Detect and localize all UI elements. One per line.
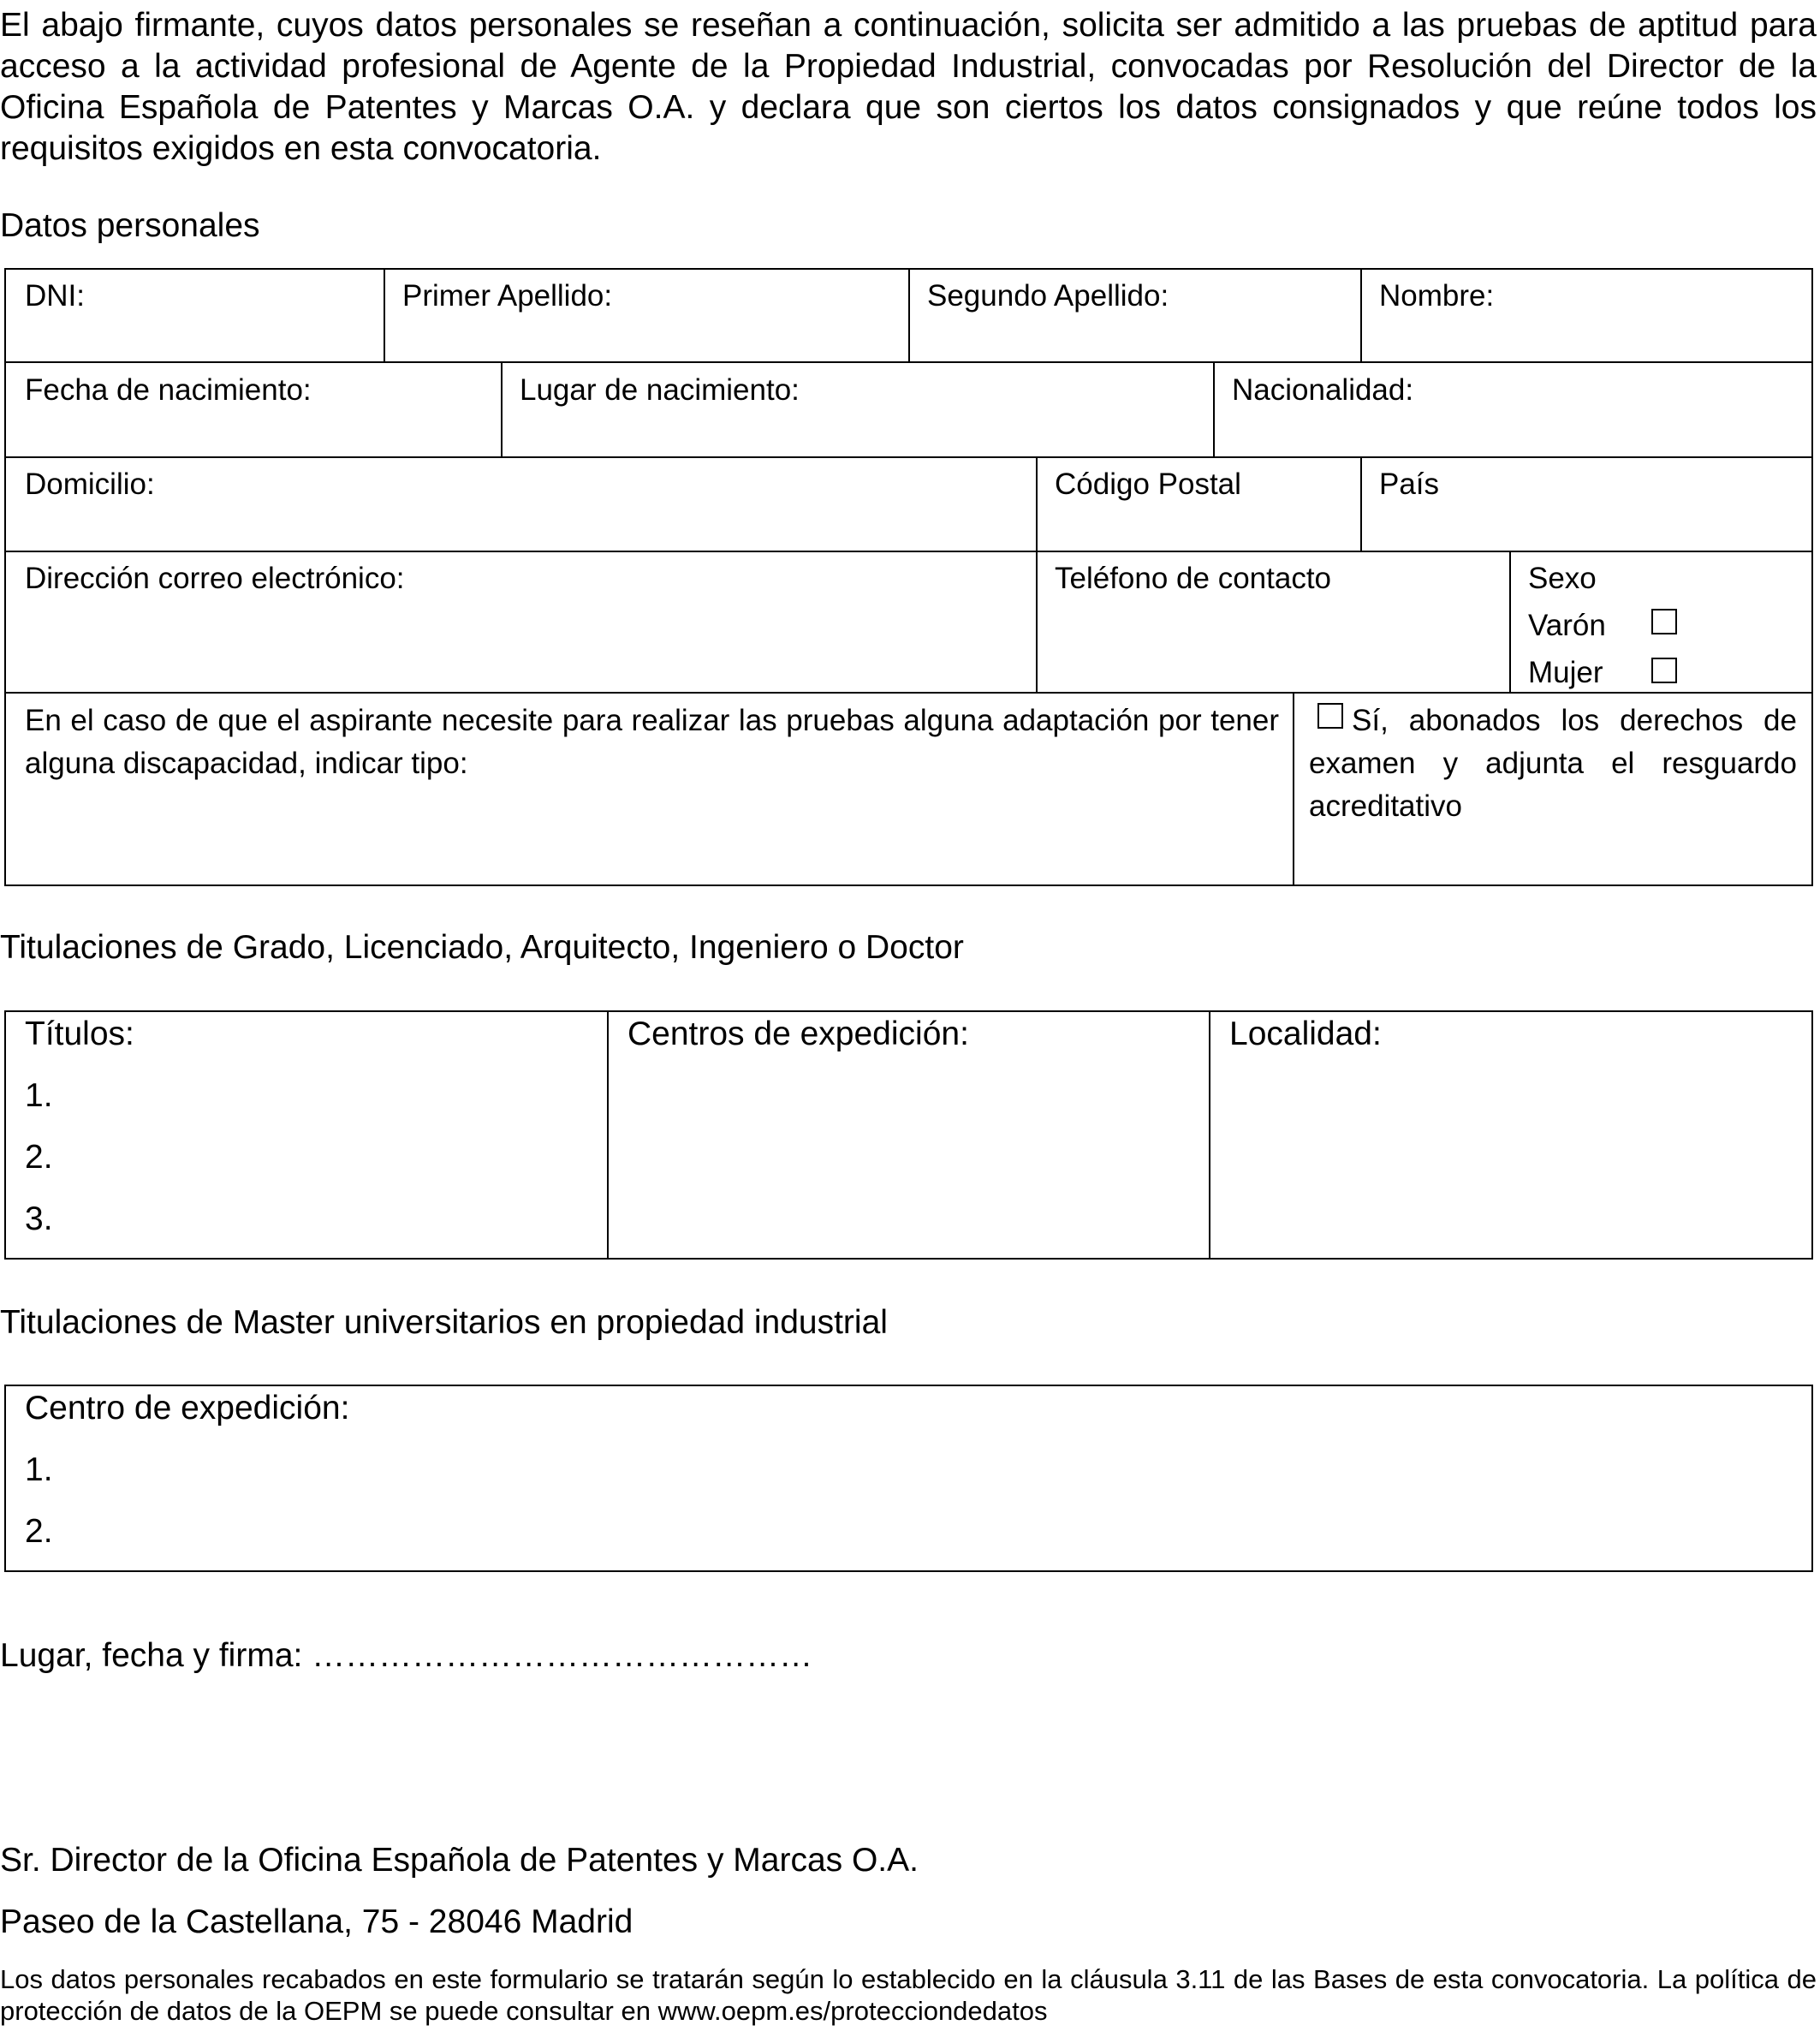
nacionalidad-field[interactable]: Nacionalidad: bbox=[1232, 373, 1414, 407]
nombre-field[interactable]: Nombre: bbox=[1379, 279, 1495, 313]
pais-field[interactable]: País bbox=[1379, 468, 1440, 501]
varon-checkbox[interactable] bbox=[1651, 609, 1677, 634]
lugar-nacimiento-field[interactable]: Lugar de nacimiento: bbox=[520, 373, 800, 407]
titulo-item-3[interactable]: 3. bbox=[25, 1200, 53, 1237]
personal-data-table bbox=[4, 268, 1813, 886]
sexo-label: Sexo bbox=[1528, 562, 1597, 595]
segundo-apellido-field[interactable]: Segundo Apellido: bbox=[927, 279, 1169, 313]
recipient-line-1: Sr. Director de la Oficina Española de Patentes y Marcas O.A. bbox=[0, 1842, 919, 1879]
domicilio-field[interactable]: Domicilio: bbox=[25, 468, 155, 501]
codigo-postal-field[interactable]: Código Postal bbox=[1055, 468, 1241, 501]
email-field[interactable]: Dirección correo electrónico: bbox=[25, 562, 405, 595]
centros-expedicion-label[interactable]: Centros de expedición: bbox=[627, 1016, 969, 1052]
intro-paragraph: El abajo firmante, cuyos datos personales se reseñan a continuación, solicita ser admitido a las pruebas de aptitud para acceso a la actividad profesional de Agente de la Propiedad Industrial, convocadas por Resolución del Director de la Oficina Española de Patentes y Marcas O.A. y declara que son ciertos los datos consignados y que reúne todos los requisitos exigidos en esta convocatoria. bbox=[0, 7, 1817, 167]
recipient-line-2: Paseo de la Castellana, 75 - 28046 Madrid bbox=[0, 1903, 633, 1940]
fecha-nacimiento-field[interactable]: Fecha de nacimiento: bbox=[25, 373, 312, 407]
centro-expedicion-label: Centro de expedición: bbox=[25, 1390, 350, 1427]
personal-data-heading: Datos personales bbox=[0, 207, 260, 244]
master-heading: Titulaciones de Master universitarios en propiedad industrial bbox=[0, 1304, 888, 1341]
telefono-field[interactable]: Teléfono de contacto bbox=[1055, 562, 1332, 595]
master-item-2[interactable]: 2. bbox=[25, 1513, 53, 1550]
master-item-1[interactable]: 1. bbox=[25, 1451, 53, 1488]
varon-label: Varón bbox=[1528, 609, 1606, 642]
localidad-label[interactable]: Localidad: bbox=[1229, 1016, 1382, 1052]
dni-field[interactable]: DNI: bbox=[25, 279, 85, 313]
primer-apellido-field[interactable]: Primer Apellido: bbox=[402, 279, 613, 313]
titulos-label: Títulos: bbox=[25, 1016, 134, 1052]
titulo-item-2[interactable]: 2. bbox=[25, 1139, 53, 1176]
mujer-checkbox[interactable] bbox=[1651, 658, 1677, 683]
mujer-label: Mujer bbox=[1528, 656, 1603, 689]
discapacidad-field[interactable]: En el caso de que el aspirante necesite para realizar las pruebas alguna adaptación por tener alguna discapacidad, indicar tipo: bbox=[25, 704, 1279, 780]
data-protection-notice: Los datos personales recabados en este formulario se tratarán según lo establecido en la cláusula 3.11 de las Bases de esta convocatoria. La política de protección de datos de la OEPM se puede consultar en www.oepm.es/protecciondedatos bbox=[0, 1964, 1817, 2026]
titulo-item-1[interactable]: 1. bbox=[25, 1077, 53, 1114]
master-table bbox=[4, 1385, 1813, 1572]
derechos-label: Sí, abonados los derechos de examen y adjunta el resguardo acreditativo bbox=[1309, 704, 1797, 823]
grados-heading: Titulaciones de Grado, Licenciado, Arquitecto, Ingeniero o Doctor bbox=[0, 929, 964, 966]
signature-line[interactable]: Lugar, fecha y firma: ……………………………………… bbox=[0, 1637, 813, 1674]
grados-table bbox=[4, 1010, 1813, 1260]
